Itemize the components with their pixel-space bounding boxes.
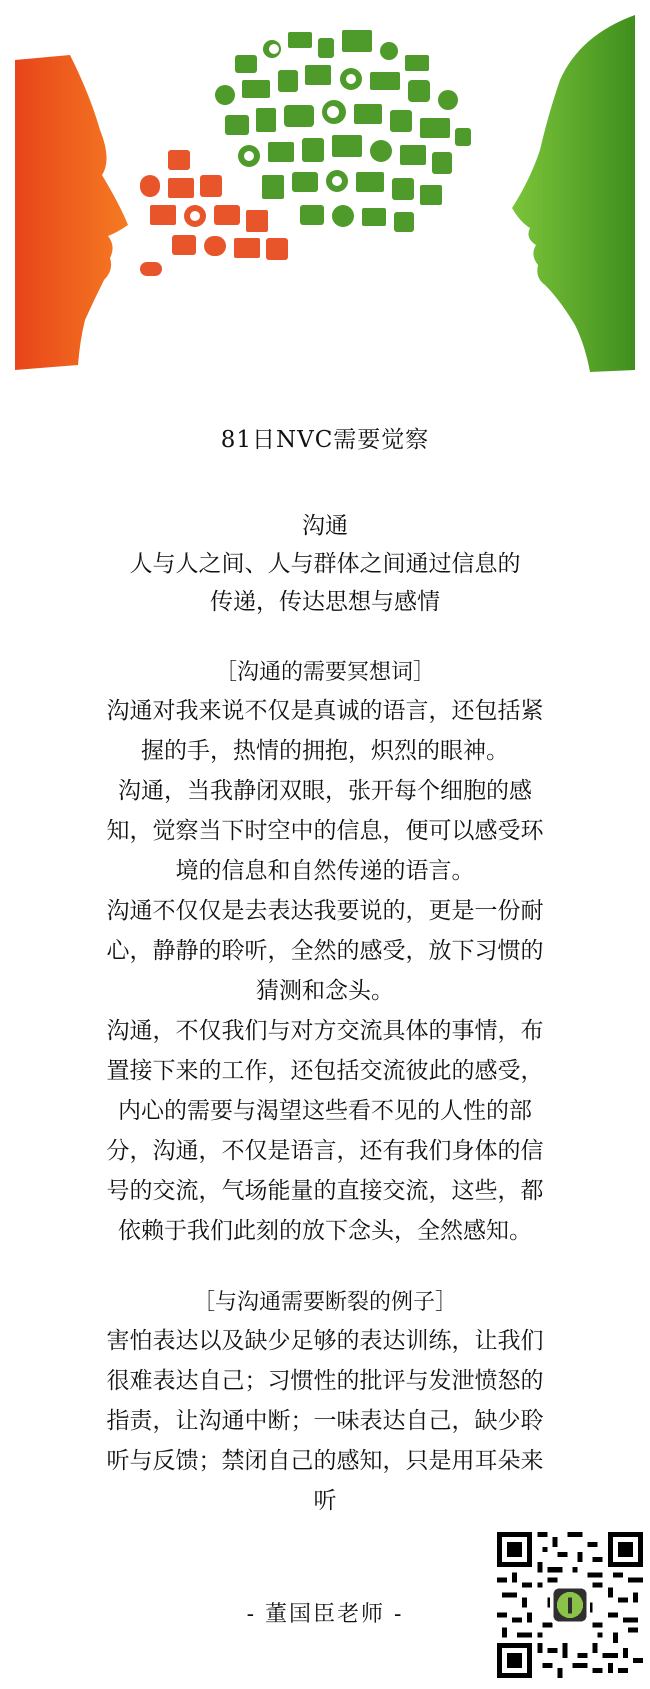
text-line: 很难表达自己；习惯性的批评与发泄愤怒的 (106, 1368, 544, 1394)
text-line: 心，静静的聆听，全然的感受，放下习惯的 (106, 938, 544, 964)
qr-code[interactable] (497, 1530, 643, 1680)
speech-bubble-icon-cloud (140, 23, 481, 286)
meditation-text (0, 691, 650, 1251)
article-body (0, 425, 650, 1521)
section-heading: ［沟通的需要冥想词］ (214, 660, 435, 685)
text-line: 知，觉察当下时空中的信息，便可以感受环 (106, 818, 544, 844)
text-line: 内心的需要与渴望这些看不见的人性的部 (118, 1098, 532, 1124)
author-signature: - 董国臣老师 - (246, 1602, 404, 1627)
definition-block (0, 507, 650, 621)
text-line: 听与反馈；禁闭自己的感知，只是用耳朵来 (106, 1448, 544, 1474)
text-line: 沟通，不仅我们与对方交流具体的事情，布 (106, 1018, 544, 1044)
text-line: 置接下来的工作，还包括交流彼此的感受， (106, 1058, 544, 1084)
right-face-silhouette (512, 15, 635, 372)
hero-illustration (0, 0, 650, 380)
definition-term: 沟通 (302, 513, 348, 539)
text-line: 沟通不仅仅是去表达我要说的，更是一份耐 (106, 898, 544, 924)
text-line: 听 (313, 1488, 337, 1514)
text-line: 号的交流，气场能量的直接交流，这些，都 (106, 1178, 544, 1204)
section-heading: ［与沟通需要断裂的例子］ (192, 1290, 457, 1315)
definition-line: 人与人之间、人与群体之间通过信息的 (129, 551, 521, 577)
page-title: 81日NVC需要觉察 (220, 427, 430, 453)
definition-line: 传递，传达思想与感情 (210, 589, 440, 615)
text-line: 沟通对我来说不仅是真诚的语言，还包括紧 (106, 698, 544, 724)
text-line: 依赖于我们此刻的放下念头，全然感知。 (118, 1218, 532, 1244)
text-line: 指责，让沟通中断；一味表达自己，缺少聆 (106, 1408, 544, 1434)
text-line: 猜测和念头。 (256, 978, 394, 1004)
text-line: 握的手，热情的拥抱，炽烈的眼神。 (141, 738, 509, 764)
left-face-silhouette (15, 55, 128, 370)
text-line: 境的信息和自然传递的语言。 (175, 858, 475, 884)
text-line: 沟通，当我静闭双眼，张开每个细胞的感 (118, 778, 532, 804)
examples-text (0, 1321, 650, 1521)
text-line: 分，沟通，不仅是语言，还有我们身体的信 (106, 1138, 544, 1164)
text-line: 害怕表达以及缺少足够的表达训练，让我们 (106, 1328, 544, 1354)
